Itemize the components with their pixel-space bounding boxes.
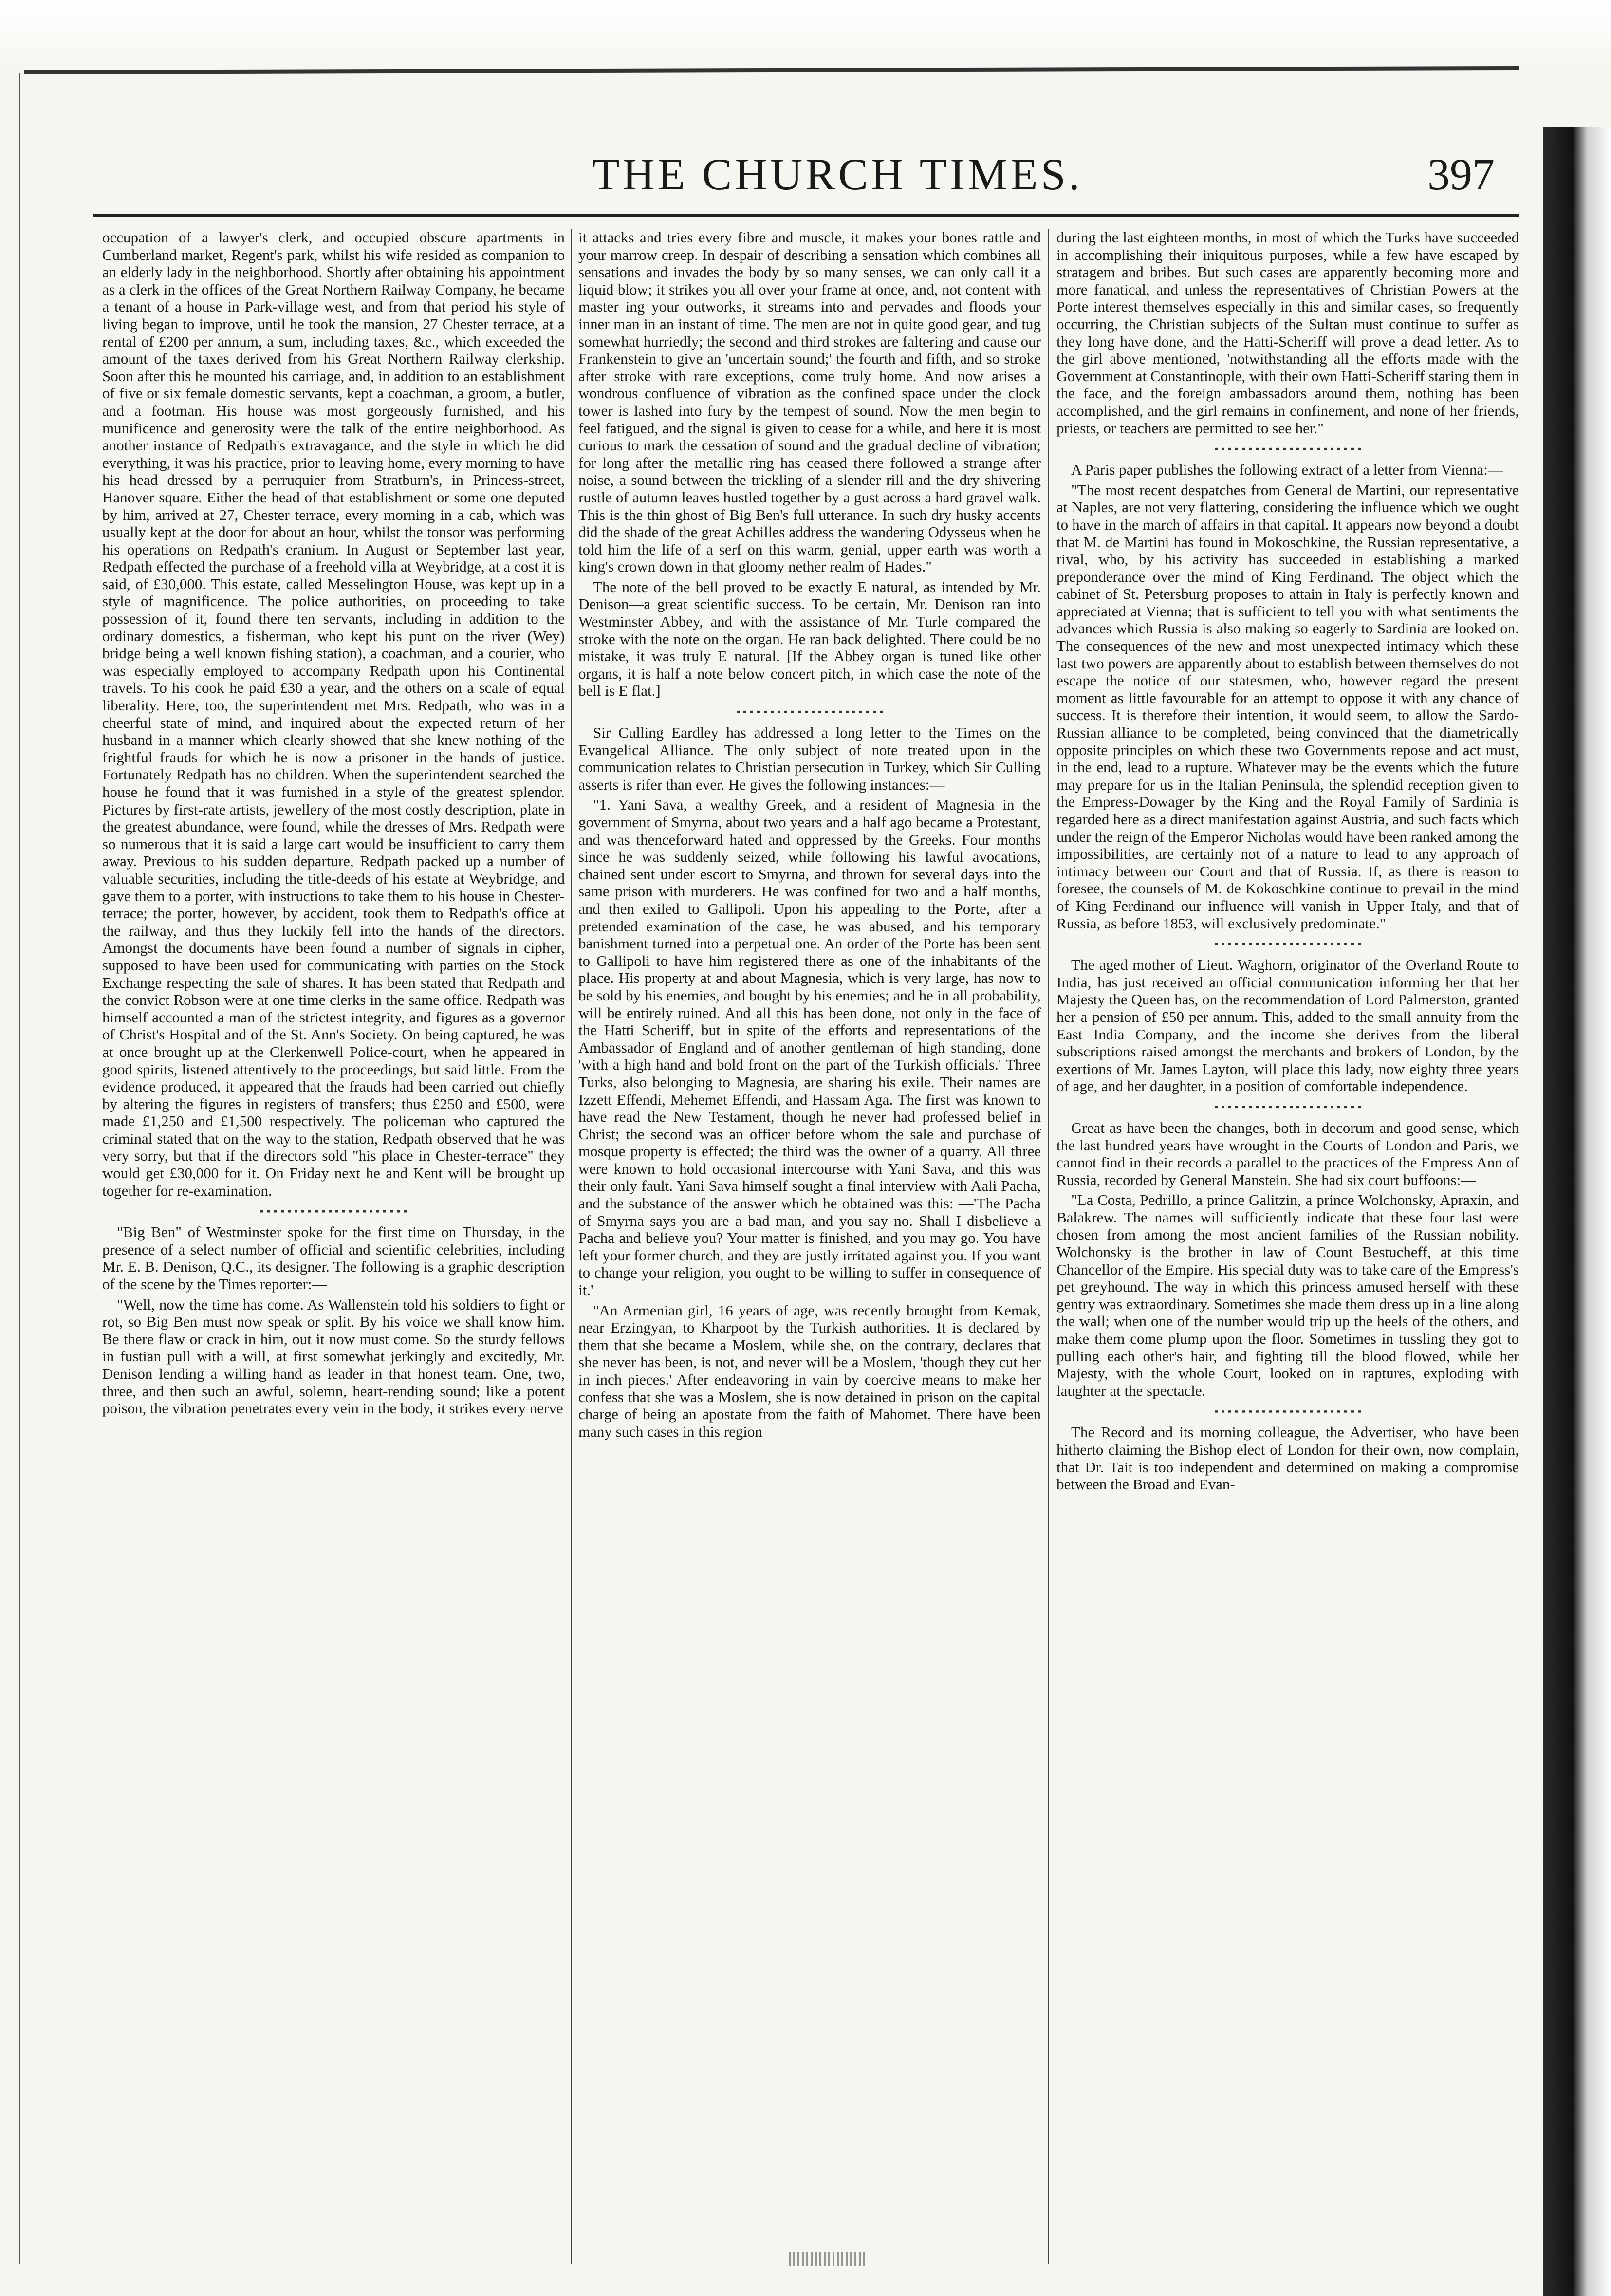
article-redpath: occupation of a lawyer's clerk, and occupied obscure apartments in Cumberland market, Regent's park, whilst his wife resided as companion to an elderly lady in the neighborhood. Shortly after obtaining his appointment as a clerk in the offices of the Great Northern Railway Company, he became a tenant of a house in Park-village west, and from that period his style of living began to improve, until he took the mansion, 27 Chester terrace, at a rental of £200 per annum, a sum, including taxes, &c., which exceeded the amount of the taxes derived from his Great Northern Railway clerkship. Soon after this he mounted his carriage, and, in addition to an establishment of five or six female domestic servants, kept a coachman, a groom, a butler, and a footman. His house was most gorgeously furnished, and his munificence and generosity were the talk of the entire neighborhood. As another instance of Redpath's extravagance, and the style in which he did everything, it was his practice, prior to leaving home, every morning to have his head dressed by a perruquier from Stratburn's, in Princess-street, Hanover square. Either the head of that establishment or some one deputed by him, arrived at 27, Chester terrace, every morning in a cab, which was usually kept at the door for about an hour, whilst the tonsor was performing his operations on Redpath's cranium. In August or September last year, Redpath effected the purchase of a freehold villa at Weybridge, at a cost it is said, of £30,000. This estate, called Messelington House, was kept up in a style of magnificence. The police authorities, on proceeding to take possession of it, found there ten servants, including in addition to the ordinary domestics, a fisherman, who kept his punt on the river (Wey) bridge being a well known fishing station), a coachman, and a courier, who was especially employed to accompany Redpath upon his Continental travels. To his cook he paid £30 a year, and the others on a scale of equal liberality. Here, too, the superintendent met Mrs. Redpath, who was in a cheerful state of mind, and inquired about the expected return of her husband in a manner which clearly showed that she knew nothing of the frightful frauds for which he is now a prisoner in the hands of justice. Fortunately Redpath has no children. When the superintendent searched the house he found that it was furnished in a style of the greatest splendor. Pictures by first-rate artists, jewellery of the most costly description, plate in the greatest abundance, were found, while the dresses of Mrs. Redpath were so numerous that it is said a large cart would be insufficient to carry them away. Previous to his sudden departure, Redpath packed up a number of valuable securities, including the title-deeds of his estate at Weybridge, and gave them to a porter, with instructions to take them to his house in Chester-terrace; the porter, however, by accident, took them to Redpath's office at the railway, and thus they luckily fell into the hands of the directors. Amongst the documents have been found a number of signals in cipher, supposed to have been used for communicating with parties on the Stock Exchange respecting the sale of shares. It has been stated that Redpath and the convict Robson were at one time clerks in the same office. Redpath was himself accounted a man of the strictest integrity, and figures as a governor of Christ's Hospital and of the St. Ann's Society. On being captured, he was at once brought up at the Clerkenwell Police-court, when he appeared in good spirits, listened attentively to the proceedings, but said little. From the evidence produced, it appeared that the frauds had been carried out chiefly by altering the figures in registers of transfers; thus £250 and £500, were made £1,250 and £1,500 respectively. The policeman who captured the criminal stated that on the way to the station, Redpath observed that he was very sorry, but that if the directors sold "his place in Chester-terrace" they would get £30,000 for it. On Friday next he and Kent will be brought up together for re-examination.	[102, 229, 565, 1199]
article-armenian-continued: during the last eighteen months, in most of which the Turks have succeeded in accomplishing their iniquitous purposes, while a few have escaped by stratagem and bribes. But such cases are apparently becoming more and more fanatical, and unless the representatives of Christian Powers at the Porte interest themselves especially in this and similar cases, so frequently occurring, the Christian subjects of the Sultan must continue to suffer as they long have done, and the Hatti-Scheriff will prove a dead letter. As to the girl above mentioned, 'notwithstanding all the efforts made with the Government at Constantinople, with their own Hatti-Scheriff staring them in the face, and the foreign ambassadors around them, nothing has been accomplished, and the girl remains in confinement, and none of her friends, priests, or teachers are permitted to see her."	[1056, 229, 1519, 437]
article-separator	[737, 706, 883, 717]
article-separator	[1215, 1406, 1361, 1417]
page-top-margin	[0, 0, 1611, 73]
column-2	[578, 229, 1041, 2278]
article-bell-note: The note of the bell proved to be exactly E natural, as intended by Mr. Denison—a great scientific success. To be certain, Mr. Denison ran into Westminster Abbey, and with the assistance of Mr. Turle compared the stroke with the note on the organ. He ran back delighted. There could be no mistake, it was truly E natural. [If the Abbey organ is tuned like other organs, it is half a note below concert pitch, in which case the note of the bell is E flat.]	[578, 578, 1041, 700]
article-waghorn: The aged mother of Lieut. Waghorn, originator of the Overland Route to India, has just received an official communication informing her that her Majesty the Queen has, on the recommendation of Lord Palmerston, granted her a pension of £50 per annum. This, added to the small annuity from the East India Company, and the income she derives from the liberal subscriptions raised amongst the merchants and brokers of London, by the exertions of Mr. James Layton, will place this lady, now eighty three years of age, and her daughter, in a position of comfortable independence.	[1056, 956, 1519, 1095]
article-separator	[1215, 939, 1361, 949]
article-big-ben-quote: "Well, now the time has come. As Wallenstein told his soldiers to fight or rot, so Big Ben must now speak or split. By his voice we shall know him. Be there flaw or crack in him, out it now must come. So the sturdy fellows in fustian pull with a will, at first somewhat jerkingly and excitedly, Mr. Denison lending a willing hand as leader in that honest team. One, two, three, and then such an awful, solemn, heart-rending sound; like a potent poison, the vibration penetrates every vein in the body, it strikes every nerve	[102, 1296, 565, 1417]
page-bottom-mark	[789, 2252, 867, 2266]
article-empress-ann: Great as have been the changes, both in decorum and good sense, which the last hundred years have wrought in the Courts of London and Paris, we cannot find in their records a parallel to the practices of the Empress Ann of Russia, recorded by General Manstein. She had six court buffoons:—	[1056, 1119, 1519, 1188]
article-big-ben-intro: "Big Ben" of Westminster spoke for the first time on Thursday, in the presence of a select number of official and scientific celebrities, including Mr. E. B. Denison, Q.C., its designer. The following is a graphic description of the scene by the Times reporter:—	[102, 1223, 565, 1293]
binding-shadow	[1543, 127, 1611, 2296]
article-yani-sava: "1. Yani Sava, a wealthy Greek, and a resident of Magnesia in the government of Smyrna, about two years and a half ago became a Protestant, and was thenceforward hated and oppressed by the Greeks. Four months since he was suddenly seized, while following his lawful avocations, chained sent under escort to Smyrna, and thrown for several days into the same prison with murderers. He was confined for two and a half months, and then exiled to Gallipoli. Upon his appealing to the Porte, after a pretended examination of the case, he was abused, and his temporary banishment turned into a perpetual one. An order of the Porte has been sent to Gallipoli to have him registered there as one of the inhabitants of the place. His property at and about Magnesia, which is very large, has now to be sold by his enemies, and bought by his enemies; and he in all probability, will be entirely ruined. And all this has been done, not only in the face of the Hatti Scheriff, but in spite of the efforts and representations of the Ambassador of England and of another gentleman of high standing, done 'with a high hand and bold front on the part of the Turkish officials.' Three Turks, also belonging to Magnesia, are sharing his exile. Their names are Izzett Effendi, Mehemet Effendi, and Hassam Aga. The first was known to have read the New Testament, though he never had professed belief in Christ; the second was an officer before whom the sale and purchase of mosque property is effected; the third was the owner of a quarry. All three were known to hold occasional intercourse with Yani Sava, and this was their only fault. Yani Sava himself sought a final interview with Aali Pacha, and the substance of the answer which he obtained was this: —'The Pacha of Smyrna says you are a bad man, and you say no. Shall I disbelieve a Pacha and believe you? Your matter is finished, and you may go. You have left your former church, and they are justly irritated against you. If you want to change your religion, you ought to be willing to suffer in consequence of it.'	[578, 796, 1041, 1299]
page-number: 397	[1427, 149, 1495, 199]
column-3	[1056, 229, 1519, 2278]
article-eardley-intro: Sir Culling Eardley has addressed a long letter to the Times on the Evangelical Alliance. The only subject of note treated upon in the communication relates to Christian persecution in Turkey, which Sir Culling asserts is rifer than ever. He gives the following instances:—	[578, 724, 1041, 793]
article-armenian-girl: "An Armenian girl, 16 years of age, was recently brought from Kemak, near Erzingyan, to Kharpoot by the Turkish authorities. It is declared by them that she became a Moslem, while she, on the contrary, declares that she never has been, is not, and never will be a Moslem, 'though they cut her in inch pieces.' After endeavoring in vain by coercive means to make her confess that she was a Moslem, she is now detained in prison on the capital charge of being an apostate from the faith of Mahomet. There have been many such cases in this region	[578, 1301, 1041, 1440]
article-vienna-letter: "The most recent despatches from General de Martini, our representative at Naples, are not very flattering, considering the influence which we ought to have in the march of affairs in that capital. It appears now beyond a doubt that M. de Martini has found in Mokoschkine, the Russian representative, a rival, who, by his activity has succeeded in establishing a marked preponderance over the mind of King Ferdinand. The object which the cabinet of St. Petersburg proposes to attain in Italy is perfectly known and appreciated at Vienna; that is sufficient to tell you with what sentiments the advances which Russia is also making so eagerly to Sardinia are looked on. The consequences of the new and most unexpected intimacy which these last two powers are apparently about to establish between themselves do not escape the notice of our statesmen, who, however regard the present moment as little favourable for an attempt to oppose it with any chance of success. It is therefore their intention, it would seem, to allow the Sardo-Russian alliance to be completed, being convinced that the diametrically opposite principles on which these two Governments repose and act must, in the end, lead to a rupture. Whatever may be the events which the future may prepare for us in the Italian Peninsula, the splendid reception given to the Empress-Dowager by the King and the Royal Family of Sardinia is regarded here as a direct manifestation against Austria, and such facts which under the reign of the Emperor Nicholas would have been ranked among the impossibilities, are certainly not of a nature to lead to any approach of intimacy between our Court and that of Russia. If, as there is reason to foresee, the counsels of M. de Kokoschkine continue to prevail in the mind of King Ferdinand our influence will vanish in Upper Italy, and that of Russia, as before 1853, will exclusively predominate."	[1056, 481, 1519, 932]
article-separator	[260, 1206, 407, 1217]
masthead-rule	[93, 214, 1519, 217]
article-big-ben-continued: it attacks and tries every fibre and muscle, it makes your bones rattle and your marrow creep. In despair of describing a sensation which combines all sensations and invades the body by so many senses, we can only call it a liquid blow; it strikes you all over your frame at once, and, not content with master ing your outworks, it streams into and pervades and floods your inner man in an instant of time. The men are not in quite good gear, and tug somewhat hurriedly; the second and third strokes are faltering and cause our Frankenstein to give an 'uncertain sound;' the fourth and fifth, and so stroke after stroke with rare exceptions, come truly home. And now arises a wondrous confluence of vibration as the confined space under the clock tower is lashed into fury by the tempest of sound. Now the men begin to feel fatigued, and the signal is given to cease for a while, and here it is most curious to mark the cessation of sound and the gradual decline of vibration; for long after the metallic ring has ceased there followed a strange after noise, a sound between the trickling of a slender rill and the dry shivering rustle of autumn leaves hustled together by a gust across a hard gravel walk. This is the thin ghost of Big Ben's full utterance. In such dry husky accents did the shade of the great Achilles address the wandering Odysseus when he told him the life of a serf on this warm, genial, upper earth was worth a king's crown down in that gloomy nether realm of Hades."	[578, 229, 1041, 575]
column-divider-1	[571, 229, 572, 2264]
column-1	[102, 229, 565, 2283]
article-separator	[1215, 444, 1361, 454]
left-border-rule	[19, 73, 20, 2264]
masthead-title: THE CHURCH TIMES.	[592, 149, 1083, 199]
article-court-buffoons: "La Costa, Pedrillo, a prince Galitzin, a prince Wolchonsky, Apraxin, and Balakrew. The names will sufficiently indicate that these four last were chosen from among the most ancient families of the Russian nobility. Wolchonsky is the brother in law of Count Bestucheff, at this time Chancellor of the Empire. His special duty was to take care of the Empress's pet greyhound. The way in which this princess amused herself with these gentry was extraordinary. Sometimes she made them dress up in a line along the wall; when one of the number would trip up the heels of the others, and make them come plump upon the floor. Sometimes in tussling they got to pulling each other's hair, and fighting till the blood flowed, while her Majesty, with the whole Court, looked on in raptures, exploding with laughter at the spectacle.	[1056, 1191, 1519, 1399]
article-paris-paper-intro: A Paris paper publishes the following extract of a letter from Vienna:—	[1071, 461, 1503, 479]
article-separator	[1215, 1102, 1361, 1112]
article-record-advertiser: The Record and its morning colleague, the Advertiser, who have been hitherto claiming the Bishop elect of London for their own, now complain, that Dr. Tait is too independent and determined on making a compromise between the Broad and Evan-	[1056, 1424, 1519, 1493]
column-divider-2	[1048, 229, 1049, 2264]
